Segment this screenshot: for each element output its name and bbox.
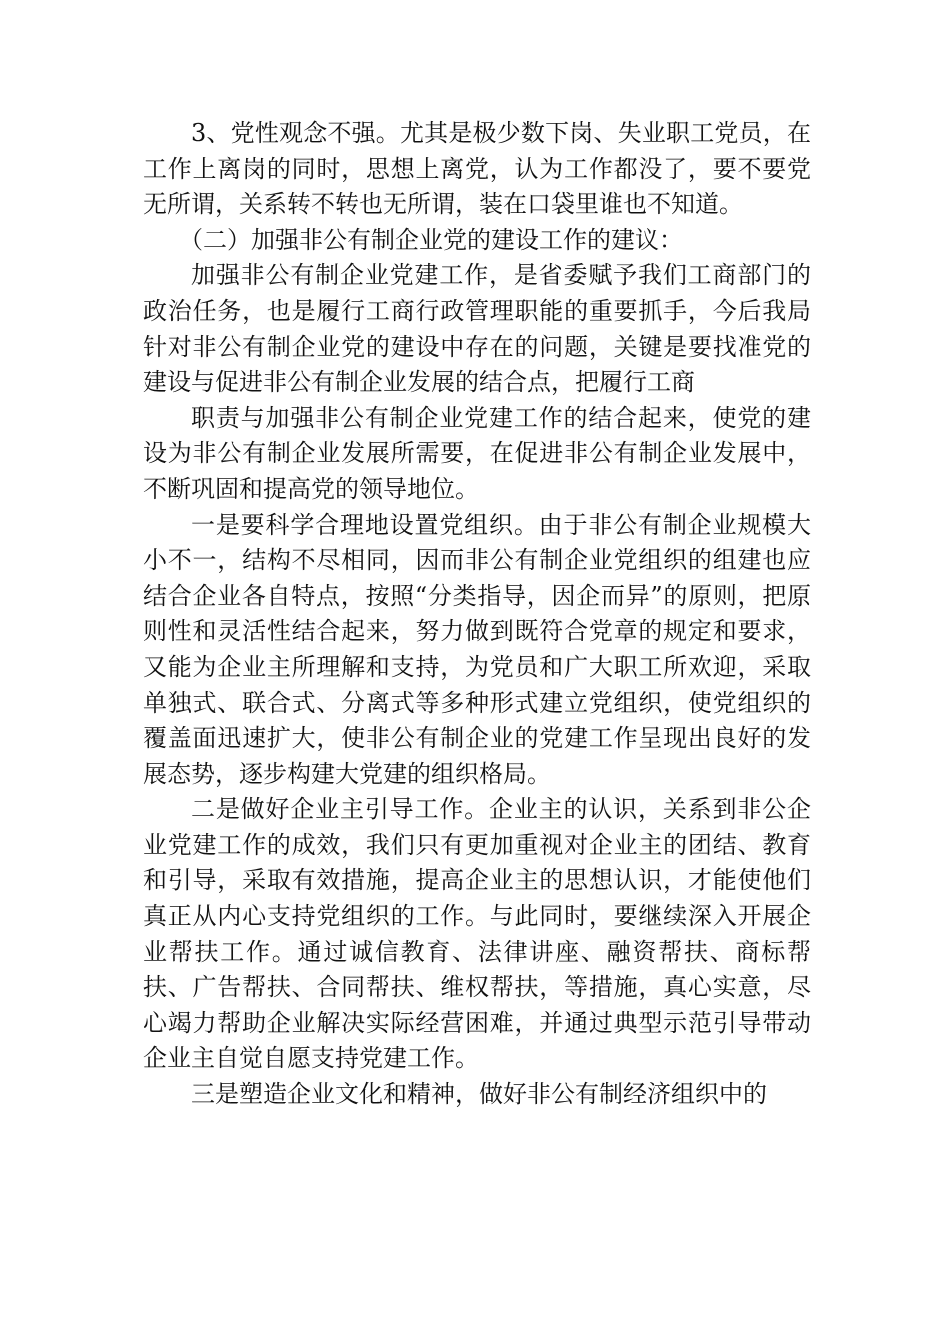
paragraph-point-one: 一是要科学合理地设置党组织。由于非公有制企业规模大小不一，结构不尽相同，因而非公有制企业党组织的组建也应结合企业各自特点，按照“分类指导，因企而异”的原则，把原则性和灵活性结合起来，努力做到既符合党章的规定和要求，又能为企业主所理解和支持，为党员和广大职工所欢迎，采取单独式、联合式、分离式等多种形式建立党组织，使党组织的覆盖面迅速扩大，使非公有制企业的党建工作呈现出良好的发展态势，逐步构建大党建的组织格局。 [143, 510, 811, 788]
paragraph-point-two: 二是做好企业主引导工作。企业主的认识，关系到非公企业党建工作的成效，我们只有更加重视对企业主的团结、教育和引导，采取有效措施，提高企业主的思想认识，才能使他们真正从内心支持党组织的工作。与此同时，要继续深入开展企业帮扶工作。通过诚信教育、法律讲座、融资帮扶、商标帮扶、广告帮扶、合同帮扶、维权帮扶，等措施，真心实意，尽心竭力帮助企业解决实际经营困难，并通过典型示范引导带动企业主自觉自愿支持党建工作。 [143, 795, 811, 1073]
paragraph-party-spirit: 3、党性观念不强。尤其是极少数下岗、失业职工党员，在工作上离岗的同时，思想上离党，认为工作都没了，要不要党无所谓，关系转不转也无所谓，装在口袋里谁也不知道。 [143, 119, 811, 219]
section-heading-suggestions: （二）加强非公有制企业党的建设工作的建议： [179, 225, 683, 254]
paragraph-duties-combination: 职责与加强非公有制企业党建工作的结合起来，使党的建设为非公有制企业发展所需要，在促进非公有制企业发展中，不断巩固和提高党的领导地位。 [143, 403, 811, 503]
document-page [143, 116, 811, 1113]
paragraph-point-three: 三是塑造企业文化和精神，做好非公有制经济组织中的 [191, 1080, 767, 1109]
paragraph-strengthen-party-building: 加强非公有制企业党建工作，是省委赋予我们工商部门的政治任务，也是履行工商行政管理职能的重要抓手，今后我局针对非公有制企业党的建设中存在的问题，关键是要找准党的建设与促进非公有制企业发展的结合点，把履行工商 [143, 261, 811, 397]
